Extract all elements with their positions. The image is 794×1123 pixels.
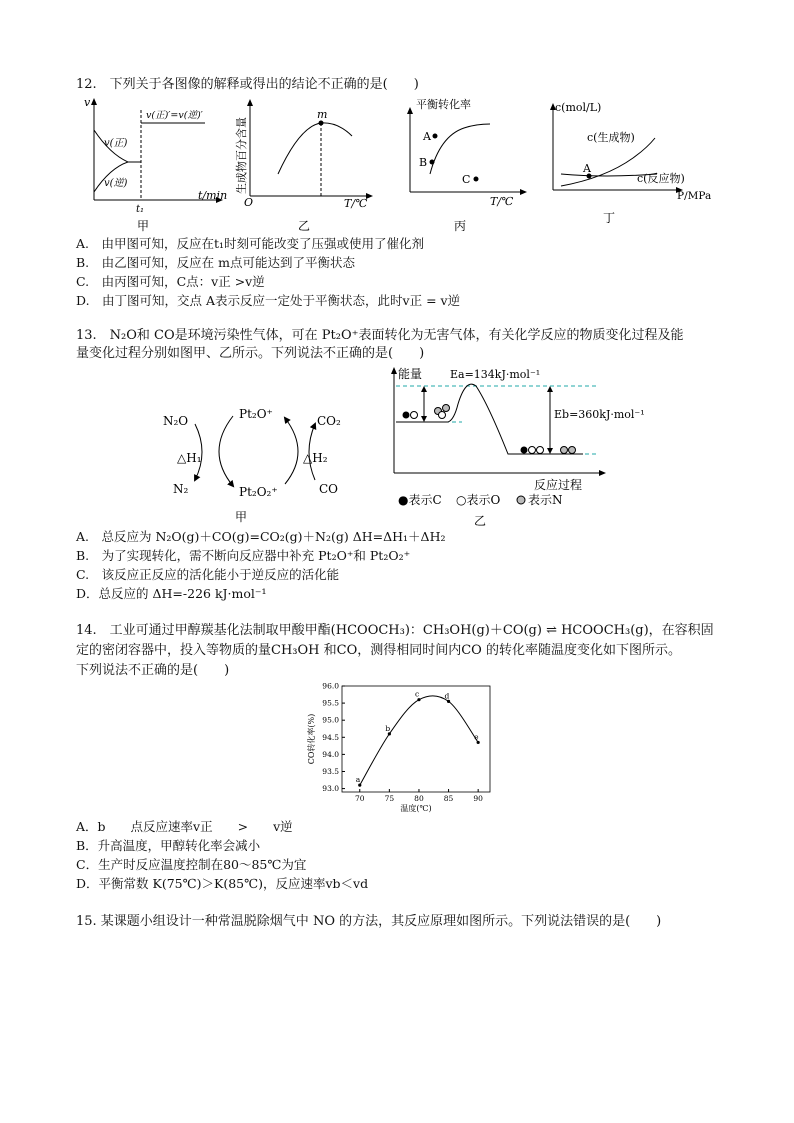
x-axis-label: 温度(℃): [400, 804, 432, 813]
bing-ylabel: 平衡转化率: [416, 98, 471, 111]
ding-reactant: c(反应物): [637, 172, 685, 185]
data-label-d: d: [444, 691, 450, 701]
axis-ticks: [322, 682, 483, 804]
x-tick-label: 75: [384, 794, 395, 803]
ding-point-a: A: [583, 162, 591, 175]
energy-eb: Eb=360kJ·mol⁻¹: [554, 408, 645, 421]
data-points: [356, 690, 480, 787]
yi-point-m: m: [317, 108, 328, 121]
cycle-pt2o2: Pt₂O₂⁺: [239, 485, 278, 499]
bing-caption: 丙: [454, 219, 467, 233]
legend-c: ●表示C: [398, 493, 442, 507]
jia-caption: 甲: [137, 219, 150, 233]
ding-caption: 丁: [603, 211, 616, 225]
q13-option-b: B. 为了实现转化，需不断向反应器中补充 Pt₂O⁺和 Pt₂O₂⁺: [76, 548, 411, 563]
jia-v-ni: v(逆): [104, 178, 128, 189]
energy-ylabel: 能量: [398, 367, 423, 381]
legend-n: 表示N: [528, 493, 563, 507]
y-tick-label: 93.0: [322, 784, 339, 794]
y-tick-label: 96.0: [322, 681, 339, 691]
q13-option-c: C. 该反应正反应的活化能小于逆反应的活化能: [76, 567, 340, 582]
y-tick-label: 95.5: [322, 698, 339, 708]
q13-yi-caption: 乙: [474, 514, 487, 528]
ding-xlabel: P/MPa: [677, 190, 712, 202]
y-tick-label: 93.5: [322, 766, 339, 776]
q13-stem-line2: 量变化过程分别如图甲、乙所示。下列说法不正确的是( ): [76, 346, 425, 361]
q14-option-a: A．b 点反应速率v正 > v逆: [76, 819, 293, 834]
q12-option-c: C. 由丙图可知，C点：v正 >v逆: [76, 274, 265, 289]
q15-stem: 15. 某课题小组设计一种常温脱除烟气中 NO 的方法，其反应原理如图所示。下列说法错误的是( ): [76, 914, 662, 929]
x-tick-label: 80: [414, 794, 424, 803]
x-tick-label: 90: [473, 794, 483, 803]
cycle-co: CO: [319, 482, 339, 496]
q14-option-d: D．平衡常数 K(75℃)＞K(85℃)，反应速率vb＜vd: [76, 876, 369, 891]
ding-ylabel: c(mol/L): [555, 101, 602, 114]
q12-figure-bing: [404, 96, 534, 234]
cycle-pt2o: Pt₂O⁺: [239, 407, 273, 421]
bing-point-c: C: [462, 173, 471, 186]
jia-ylabel: v: [84, 96, 91, 109]
q12-option-a: A. 由甲图可知，反应在t₁时刻可能改变了压强或使用了催化剂: [76, 236, 425, 251]
q14-stem-line2: 定的密闭容器中，投入等物质的量CH₃OH 和CO，测得相同时间内CO 的转化率随温度变化如下图所示。: [76, 643, 681, 658]
y-tick-label: 95.0: [322, 715, 339, 725]
co-conversion-chart: [300, 680, 500, 816]
q14-option-c: C．生产时反应温度控制在80～85℃为宜: [76, 857, 307, 872]
data-label-c: c: [414, 689, 420, 699]
data-label-a: a: [355, 775, 361, 785]
y-tick-label: 94.0: [322, 749, 339, 759]
yi-ylabel: 生成物百分含量: [235, 117, 248, 194]
legend-o: ○表示O: [456, 493, 501, 507]
jia-xlabel: t/min: [198, 189, 228, 202]
q13-jia-caption: 甲: [235, 510, 248, 524]
jia-equal-label: v(正)′=v(逆)′: [146, 110, 203, 121]
cycle-dh2: △H₂: [303, 451, 328, 465]
q12-option-d: D. 由丁图可知，交点 A表示反应一定处于平衡状态，此时v正 = v逆: [76, 293, 461, 308]
q13-option-a: A. 总反应为 N₂O(g)＋CO(g)=CO₂(g)＋N₂(g) ΔH=ΔH₁＋ΔH₂: [76, 529, 446, 544]
yi-xlabel: T/℃: [344, 197, 368, 210]
data-label-b: b: [385, 723, 391, 733]
q12-figure-ding: [545, 96, 720, 234]
q12-option-b: B. 由乙图可知，反应在 m点可能达到了平衡状态: [76, 255, 355, 270]
yi-origin: O: [244, 196, 254, 209]
data-label-e: e: [474, 732, 479, 742]
q12-figure-jia: [80, 96, 230, 234]
cycle-co2: CO₂: [317, 414, 341, 428]
q13-figure-yi: [388, 364, 658, 529]
cycle-n2: N₂: [173, 482, 189, 496]
q14-stem-line3: 下列说法不正确的是( ): [76, 663, 230, 678]
q14-stem-line1: 14. 工业可通过甲醇羰基化法制取甲酸甲酯(HCOOCH₃)：CH₃OH(g)＋CO(g) ⇌ HCOOCH₃(g)，在容积固: [76, 623, 714, 638]
q12-stem: 12. 下列关于各图像的解释或得出的结论不正确的是( ): [76, 77, 419, 92]
q13-option-d: D．总反应的 ΔH=-226 kJ·mol⁻¹: [76, 586, 267, 601]
jia-t1: t₁: [136, 204, 145, 215]
y-tick-label: 94.5: [322, 732, 339, 742]
bing-xlabel: T/℃: [490, 195, 514, 208]
jia-v-zheng: v(正): [104, 138, 128, 149]
q13-figure-jia: [155, 400, 370, 525]
bing-point-b: B: [419, 156, 428, 169]
cycle-n2o: N₂O: [163, 414, 189, 428]
series-curve: [360, 696, 478, 785]
q14-option-b: B．升高温度，甲醇转化率会减小: [76, 838, 261, 853]
energy-xlabel: 反应过程: [534, 478, 583, 492]
q13-stem-line1: 13. N₂O和 CO是环境污染性气体，可在 Pt₂O⁺表面转化为无害气体，有关化学反应的物质变化过程及能: [76, 328, 684, 343]
ding-product: c(生成物): [587, 131, 635, 144]
yi-caption: 乙: [298, 219, 311, 233]
bing-point-a: A: [423, 130, 431, 143]
energy-ea: Ea=134kJ·mol⁻¹: [450, 368, 541, 381]
y-axis-label: CO转化率(%): [307, 713, 316, 765]
x-tick-label: 85: [443, 794, 454, 803]
x-tick-label: 70: [354, 794, 365, 803]
cycle-dh1: △H₁: [177, 451, 202, 465]
q12-figure-yi: [230, 96, 375, 234]
